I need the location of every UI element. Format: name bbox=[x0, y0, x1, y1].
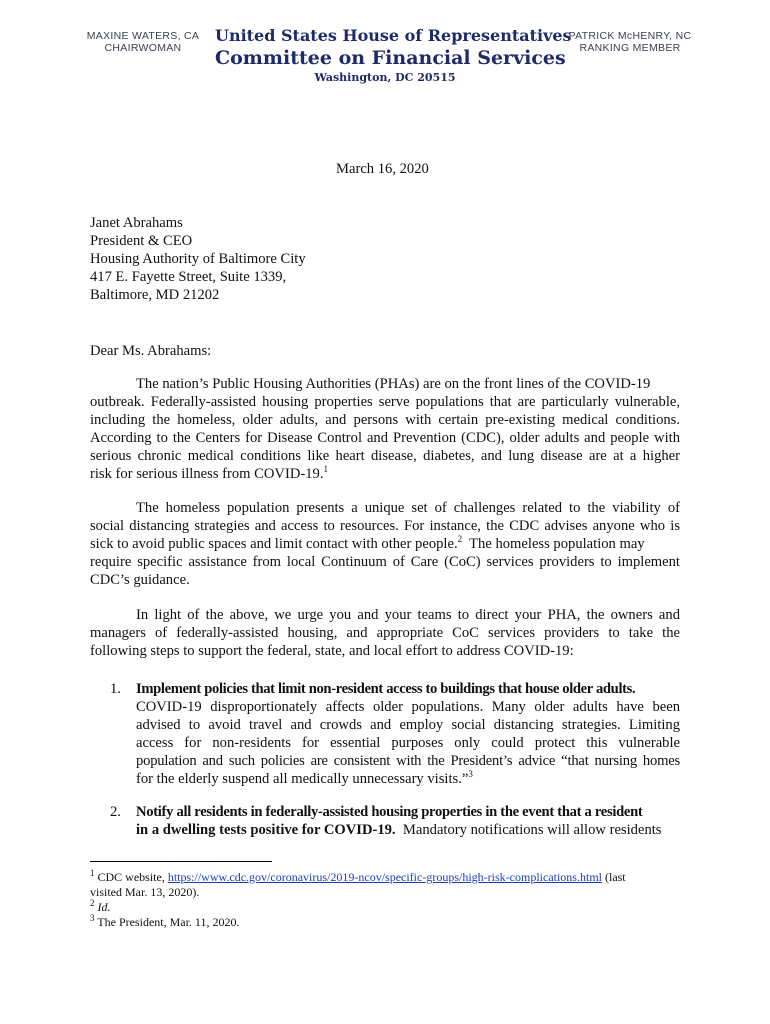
p1-line: According to the Centers for Disease Control and Prevention (CDC), older adults and people with bbox=[90, 430, 680, 446]
item-1-line: advised to avoid travel and crowds and employ social distancing strategies. Limiting bbox=[136, 717, 680, 733]
salutation: Dear Ms. Abrahams: bbox=[90, 343, 212, 359]
p2-line-ref bbox=[90, 535, 680, 553]
recipient-address bbox=[90, 214, 306, 304]
footnotes bbox=[90, 870, 626, 930]
letter-date: March 16, 2020 bbox=[336, 161, 429, 177]
cdc-link[interactable]: https://www.cdc.gov/coronavirus/2019-ncov/specific-groups/high-risk-complications.html bbox=[167, 870, 602, 884]
p1-last-text: risk for serious illness from COVID-19. bbox=[90, 466, 324, 482]
paragraph-3 bbox=[90, 606, 680, 660]
p3-line: managers of federally-assisted housing, and appropriate CoC services providers to take the bbox=[90, 625, 680, 641]
item-1-line: population and such policies are consistent with the President’s advice “that nursing homes bbox=[136, 753, 680, 769]
footnote-3-mark: 3 bbox=[90, 913, 95, 923]
item-2-line-2 bbox=[136, 821, 680, 839]
footnote-2 bbox=[90, 900, 626, 915]
item-2-tail: Mandatory notifications will allow residents bbox=[395, 822, 662, 838]
footnote-divider bbox=[90, 861, 272, 862]
item-1-line-last bbox=[136, 770, 680, 788]
chairwoman-block bbox=[78, 30, 208, 54]
item-1-last-text: for the elderly suspend all medically unnecessary visits.” bbox=[136, 771, 469, 787]
p2-text-a: sick to avoid public spaces and limit contact with other people. bbox=[90, 536, 458, 552]
letterhead-committee: Committee on Financial Services bbox=[215, 47, 566, 69]
recipient-name: Janet Abrahams bbox=[90, 215, 183, 231]
footnote-ref-1: 1 bbox=[323, 464, 328, 475]
ranking-member-name: PATRICK McHENRY, NC bbox=[568, 30, 692, 42]
p1-line: including the homeless, older adults, and persons with certain pre-existing medical conditions. bbox=[90, 412, 680, 428]
footnote-ref-2: 2 bbox=[457, 534, 463, 545]
p1-line: outbreak. Federally-assisted housing properties serve populations that are particularly vulnerable, bbox=[90, 394, 680, 410]
ranking-member-role: RANKING MEMBER bbox=[579, 42, 681, 54]
p3-line-last: following steps to support the federal, state, and local effort to address COVID-19: bbox=[90, 643, 574, 659]
paragraph-2 bbox=[90, 499, 680, 589]
p2-text-b: The homeless population may bbox=[462, 536, 645, 552]
letterhead-location: Washington, DC 20515 bbox=[314, 71, 456, 84]
recipient-title: President & CEO bbox=[90, 233, 193, 249]
item-1-heading: Implement policies that limit non-resident access to buildings that house older adults. bbox=[136, 681, 636, 697]
footnote-2-text: Id. bbox=[94, 900, 111, 914]
p2-line-last: CDC’s guidance. bbox=[90, 572, 190, 588]
committee-letterhead bbox=[215, 26, 572, 85]
p1-line-last bbox=[90, 465, 680, 483]
footnote-1-suffix: (last bbox=[601, 870, 626, 884]
p1-line: serious chronic medical conditions like heart disease, diabetes, and lung disease are at a higher bbox=[90, 448, 680, 464]
item-2-heading: Notify all residents in federally-assisted housing properties in the event that a resident bbox=[136, 804, 643, 820]
item-1 bbox=[136, 680, 680, 788]
letterhead-title: United States House of Representatives bbox=[215, 26, 572, 45]
recipient-street: 417 E. Fayette Street, Suite 1339, bbox=[90, 269, 287, 285]
footnote-1-cont: visited Mar. 13, 2020). bbox=[90, 885, 200, 899]
item-1-line: access for non-residents for essential purposes only could protect this vulnerable bbox=[136, 735, 680, 751]
p2-line: require specific assistance from local Continuum of Care (CoC) services providers to implement bbox=[90, 554, 680, 570]
p2-line: The homeless population presents a unique set of challenges related to the viability of bbox=[136, 500, 680, 516]
footnote-2-mark: 2 bbox=[90, 898, 95, 908]
item-2-heading-cont: in a dwelling tests positive for COVID-19. bbox=[136, 822, 396, 838]
ranking-member-block bbox=[560, 30, 700, 54]
item-2 bbox=[136, 803, 680, 839]
footnote-ref-3: 3 bbox=[468, 769, 473, 780]
item-1-number: 1. bbox=[110, 681, 121, 697]
recipient-organization: Housing Authority of Baltimore City bbox=[90, 251, 306, 267]
item-1-line: COVID-19 disproportionately affects older populations. Many older adults have been bbox=[136, 699, 680, 715]
footnote-1 bbox=[90, 870, 626, 885]
chairwoman-role: CHAIRWOMAN bbox=[104, 42, 182, 54]
footnote-1-mark: 1 bbox=[90, 868, 95, 878]
recipient-city: Baltimore, MD 21202 bbox=[90, 287, 220, 303]
footnote-1-prefix: CDC website, bbox=[94, 870, 168, 884]
footnote-3-text: The President, Mar. 11, 2020. bbox=[94, 915, 240, 929]
item-2-number: 2. bbox=[110, 804, 121, 820]
p1-line: The nation’s Public Housing Authorities (PHAs) are on the front lines of the COVID-19 bbox=[136, 376, 651, 392]
chairwoman-name: MAXINE WATERS, CA bbox=[86, 30, 200, 42]
footnote-3 bbox=[90, 915, 626, 930]
p3-line: In light of the above, we urge you and your teams to direct your PHA, the owners and bbox=[136, 607, 680, 623]
p2-line: social distancing strategies and access to resources. For instance, the CDC advises anyone who is bbox=[90, 518, 680, 534]
paragraph-1 bbox=[90, 375, 680, 483]
